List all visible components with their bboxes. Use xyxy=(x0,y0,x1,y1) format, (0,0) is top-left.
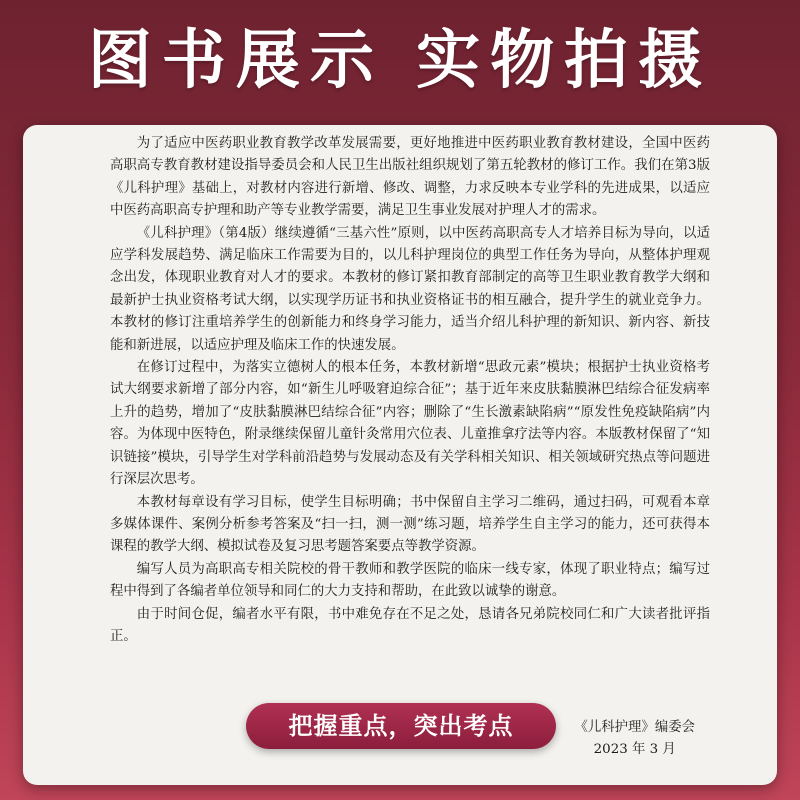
signoff-date: 2023 年 3 月 xyxy=(593,742,676,757)
preface-paragraph-1: 为了适应中医药职业教育教学改革发展需要，更好地推进中医药职业教育教材建设，全国中医药高职高专教育教材建设指导委员会和人民卫生出版社组织规划了第五轮教材的修订工作。我们在第3版《儿科护理》基础上，对教材内容进行新增、修改、调整，力求反映本专业学科的先进成果，以适应中医药高职高专护理和助产等专业教学需要，满足卫生事业发展对护理人才的需求。 xyxy=(110,136,710,219)
highlight-badge: 把握重点，突出考点 xyxy=(246,703,556,749)
preface-paragraph-3: 在修订过程中，为落实立德树人的根本任务，本教材新增“思政元素”模块；根据护士执业资格考试大纲要求新增了部分内容，如“新生儿呼吸窘迫综合征”；基于近年来皮肤黏膜淋巴结综合征发病率上升的趋势，增加了“皮肤黏膜淋巴结综合征”内容；删除了“生长激素缺陷病”“原发性免疫缺陷病”内容。为体现中医特色，附录继续保留儿童针灸常用穴位表、儿童推拿疗法等内容。本版教材保留了“知识链接”模块，引导学生对学科前沿趋势与发展动态及有关学科相关知识、相关领域研究热点等问题进行深层次思考。 xyxy=(110,360,710,488)
preface-paragraph-6: 由于时间仓促，编者水平有限，书中难免存在不足之处，恳请各兄弟院校同仁和广大读者批评指正。 xyxy=(110,606,710,644)
preface-paragraph-2: 《儿科护理》（第4版）继续遵循“三基六性”原则，以中医药高职高专人才培养目标为导向，以适应学科发展趋势、满足临床工作需要为目的，以儿科护理岗位的典型工作任务为导向，从整体护理观念出发，体现职业教育对人才的要求。本教材的修订紧扣教育部制定的高等卫生职业教育教学大纲和最新护士执业资格考试大纲，以实现学历证书和执业资格证书的相互融合，提升学生的就业竞争力。本教材的修订注重培养学生的创新能力和终身学习能力，适当介绍儿科护理的新知识、新内容、新技能和新进展，以适应护理及临床工作的快速发展。 xyxy=(110,225,710,353)
signoff-committee: 《儿科护理》编委会 xyxy=(574,720,695,735)
book-page-photo xyxy=(23,125,777,785)
preface-text xyxy=(110,133,710,648)
preface-paragraph-5: 编写人员为高职高专相关院校的骨干教师和教学医院的临床一线专家，体现了职业特点；编写过程中得到了各编者单位领导和同仁的大力支持和帮助，在此致以诚挚的谢意。 xyxy=(110,561,710,600)
preface-paragraph-4: 本教材每章设有学习目标，使学生目标明确；书中保留自主学习二维码，通过扫码，可观看本章多媒体课件、案例分析参考答案及“扫一扫，测一测”练习题，培养学生自主学习的能力，还可获得本课程的教学大纲、模拟试卷及复习思考题答案要点等教学资源。 xyxy=(110,494,710,555)
banner-title: 图书展示 实物拍摄 xyxy=(87,24,713,98)
signoff xyxy=(574,717,695,761)
